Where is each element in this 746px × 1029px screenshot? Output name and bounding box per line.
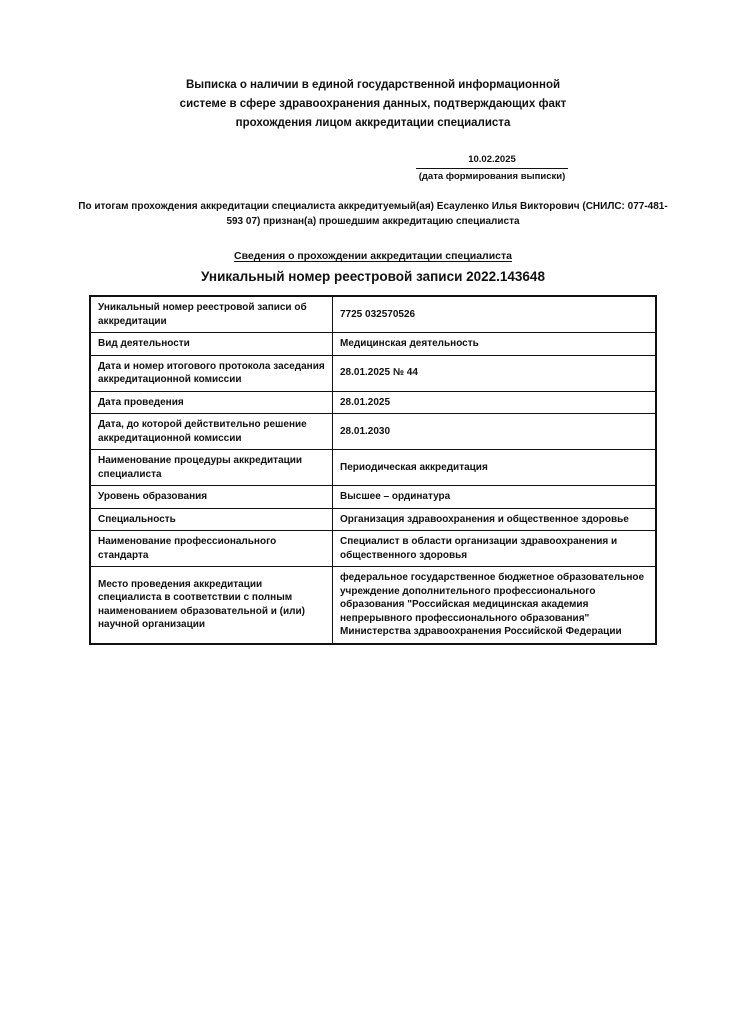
row-value: Организация здравоохранения и общественное здоровье — [333, 508, 657, 531]
row-label: Наименование профессионального стандарта — [90, 531, 333, 567]
document-title-line: Выписка о наличии в единой государственной информационной — [185, 79, 561, 91]
table-row — [90, 414, 656, 450]
extract-date-value: 10.02.2025 — [416, 153, 568, 169]
section-subtitle: Сведения о прохождении аккредитации специалиста — [234, 250, 512, 262]
row-value: Специалист в области организации здравоохранения и общественного здоровья — [333, 531, 657, 567]
table-row — [90, 391, 656, 414]
row-label: Уровень образования — [90, 486, 333, 509]
row-label: Вид деятельности — [90, 333, 333, 356]
table-row — [90, 567, 656, 644]
accreditation-table-body — [90, 296, 656, 644]
row-value: Периодическая аккредитация — [333, 450, 657, 486]
row-value: 7725 032570526 — [333, 296, 657, 333]
row-label: Наименование процедуры аккредитации специалиста — [90, 450, 333, 486]
row-value: 28.01.2025 — [333, 391, 657, 414]
table-row — [90, 355, 656, 391]
row-label: Дата, до которой действительно решение аккредитационной комиссии — [90, 414, 333, 450]
row-value: Медицинская деятельность — [333, 333, 657, 356]
accreditation-result-paragraph: По итогам прохождения аккредитации специалиста аккредитуемый(ая) Есауленко Илья Викторович (СНИЛС: 077-481-593 07) признан(а) прошедшим аккредитацию специалиста — [78, 201, 668, 227]
table-row — [90, 531, 656, 567]
row-label: Место проведения аккредитации специалиста в соответствии с полным наименованием образовательной и (или) научной организации — [90, 567, 333, 644]
document-title — [0, 76, 746, 133]
row-label: Дата и номер итогового протокола заседания аккредитационной комиссии — [90, 355, 333, 391]
table-row — [90, 296, 656, 333]
registry-number-heading: Уникальный номер реестровой записи 2022.143648 — [201, 269, 545, 284]
table-row — [90, 450, 656, 486]
row-label: Специальность — [90, 508, 333, 531]
document-title-line: прохождения лицом аккредитации специалиста — [235, 117, 511, 129]
row-value: федеральное государственное бюджетное образовательное учреждение дополнительного профессионального образования "Российская медицинская академия непрерывного профессионального образования" Министерства здравоохранения Российской Федерации — [333, 567, 657, 644]
table-row — [90, 508, 656, 531]
row-value: Высшее – ординатура — [333, 486, 657, 509]
extract-date-caption: (дата формирования выписки) — [418, 171, 566, 182]
row-label: Уникальный номер реестровой записи об аккредитации — [90, 296, 333, 333]
accreditation-details-table — [89, 295, 657, 645]
extract-date-block — [416, 153, 568, 183]
row-value: 28.01.2025 № 44 — [333, 355, 657, 391]
row-value: 28.01.2030 — [333, 414, 657, 450]
document-title-line: системе в сфере здравоохранения данных, подтверждающих факт — [179, 98, 567, 110]
row-label: Дата проведения — [90, 391, 333, 414]
table-row — [90, 486, 656, 509]
table-row — [90, 333, 656, 356]
